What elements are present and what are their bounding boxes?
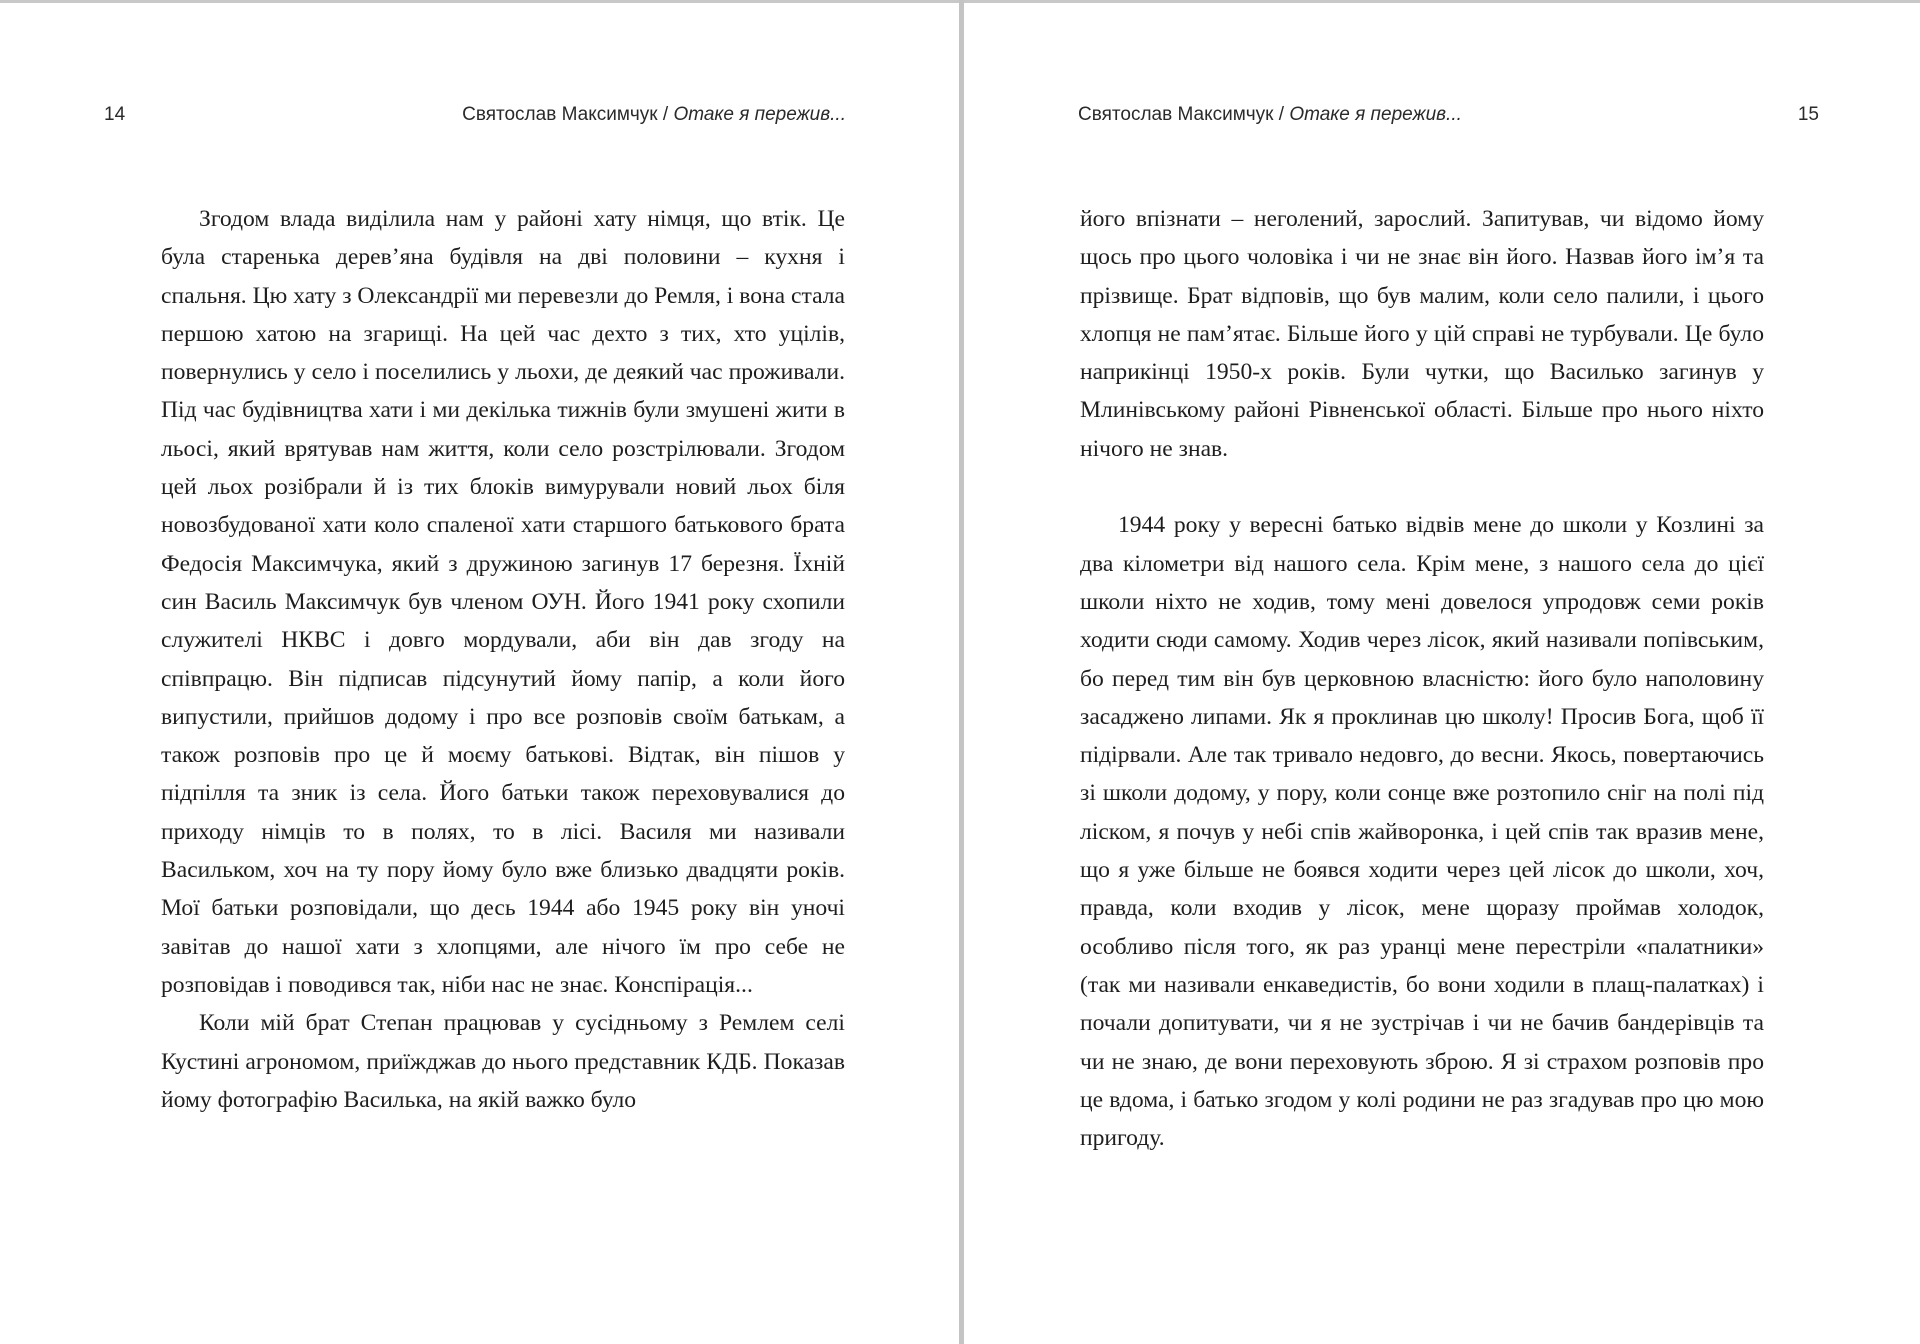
- left-page-body: [161, 200, 845, 1119]
- right-page: [964, 0, 1920, 1344]
- running-head-author: Святослав Максимчук: [462, 104, 658, 125]
- page-number-right: 15: [1797, 104, 1819, 125]
- paragraph: його впізнати – неголений, зарослий. Запитував, чи відомо йому щось про цього чоловіка і чи не знає він його. Назвав його ім’я та прізвище. Брат відповів, що був малим, коли село палили, і цього хлопця не пам’ятає. Більше його у цій справі не турбували. Це було наприкінці 1950-х років. Були чутки, що Василько загинув у Млинівському районі Рівненської області. Більше про нього ніхто нічого не знав.: [1080, 206, 1764, 462]
- running-head-separator: /: [1273, 104, 1290, 125]
- page-number-left: 14: [104, 104, 126, 125]
- running-head-title: Отаке я пережив...: [673, 104, 846, 125]
- running-head-title: Отаке я пережив...: [1289, 104, 1462, 125]
- right-page-body: [1080, 200, 1764, 1157]
- paragraph: Згодом влада виділила нам у районі хату німця, що втік. Це була старенька дерев’яна будівля на дві половини – кухня і спальня. Цю хату з Олександрії ми перевезли до Ремля, і вона стала першою хатою на згарищі. На цей час дехто з тих, хто уцілів, повернулись у село і поселились у льохи, де деякий час проживали. Під час будівництва хати і ми декілька тижнів були змушені жити в льосі, який врятував нам життя, коли село розстрілювали. Згодом цей льох розібрали й із тих блоків вимурували новий льох біля новозбудованої хати коло спаленої хати старшого батькового брата Федосія Максимчука, який з дружиною загинув 17 березня. Їхній син Василь Максимчук був членом ОУН. Його 1941 року схопили служителі НКВС і довго мордували, аби він дав згоду на співпрацю. Він підписав підсунутий йому папір, а коли його випустили, прийшов додому і про все розповів своїм батькам, а також розповів про це й моєму батькові. Відтак, він пішов у підпілля та зник із села. Його батьки також переховувалися до приходу німців то в полях, то в лісі. Василя ми називали Васильком, хоч на ту пору йому було вже близько двадцяти років. Мої батьки розповідали, що десь 1944 або 1945 року він уночі завітав до нашої хати з хлопцями, але нічого їм про себе не розповідав і поводився так, ніби нас не знає. Конспірація...: [161, 206, 845, 998]
- running-head-right: [1078, 104, 1462, 126]
- running-head-left: [462, 104, 846, 126]
- paragraph: 1944 року у вересні батько відвів мене до школи у Козлині за два кілометри від нашого села. Крім мене, з нашого села до цієї школи ніхто не ходив, тому мені довелося упродовж семи років ходити сюди самому. Ходив через лісок, який називали попівським, бо перед тим він був церковною власністю: його було наполовину засаджено липами. Як я проклинав цю школу! Просив Бога, щоб її підірвали. Але так тривало недовго, до весни. Якось, повертаючись зі школи додому, у пору, коли сонце вже розтопило сніг на полі під ліском, я почув у небі спів жайворонка, і цей спів так вразив мене, що я уже більше не боявся ходити через цей лісок до школи, хоч, правда, коли входив у лісок, мене щоразу проймав холодок, особливо після того, як раз уранці мене перестріли «палатники» (так ми називали енкаведистів, бо вони ходили в плащ-палатках) і почали допитувати, чи я не зустрічав і чи не бачив бандерівців та чи не знаю, де вони переховують зброю. Я зі страхом розповів про це вдома, і батько згодом у колі родини не раз згадував про цю мою пригоду.: [1080, 512, 1764, 1152]
- left-page: [0, 0, 959, 1344]
- running-head-author: Святослав Максимчук: [1078, 104, 1274, 125]
- running-head-separator: /: [657, 104, 674, 125]
- paragraph: Коли мій брат Степан працював у сусідньому з Ремлем селі Кустині агрономом, приїжджав до нього представник КДБ. Показав йому фотографію Василька, на якій важко було: [161, 1010, 845, 1113]
